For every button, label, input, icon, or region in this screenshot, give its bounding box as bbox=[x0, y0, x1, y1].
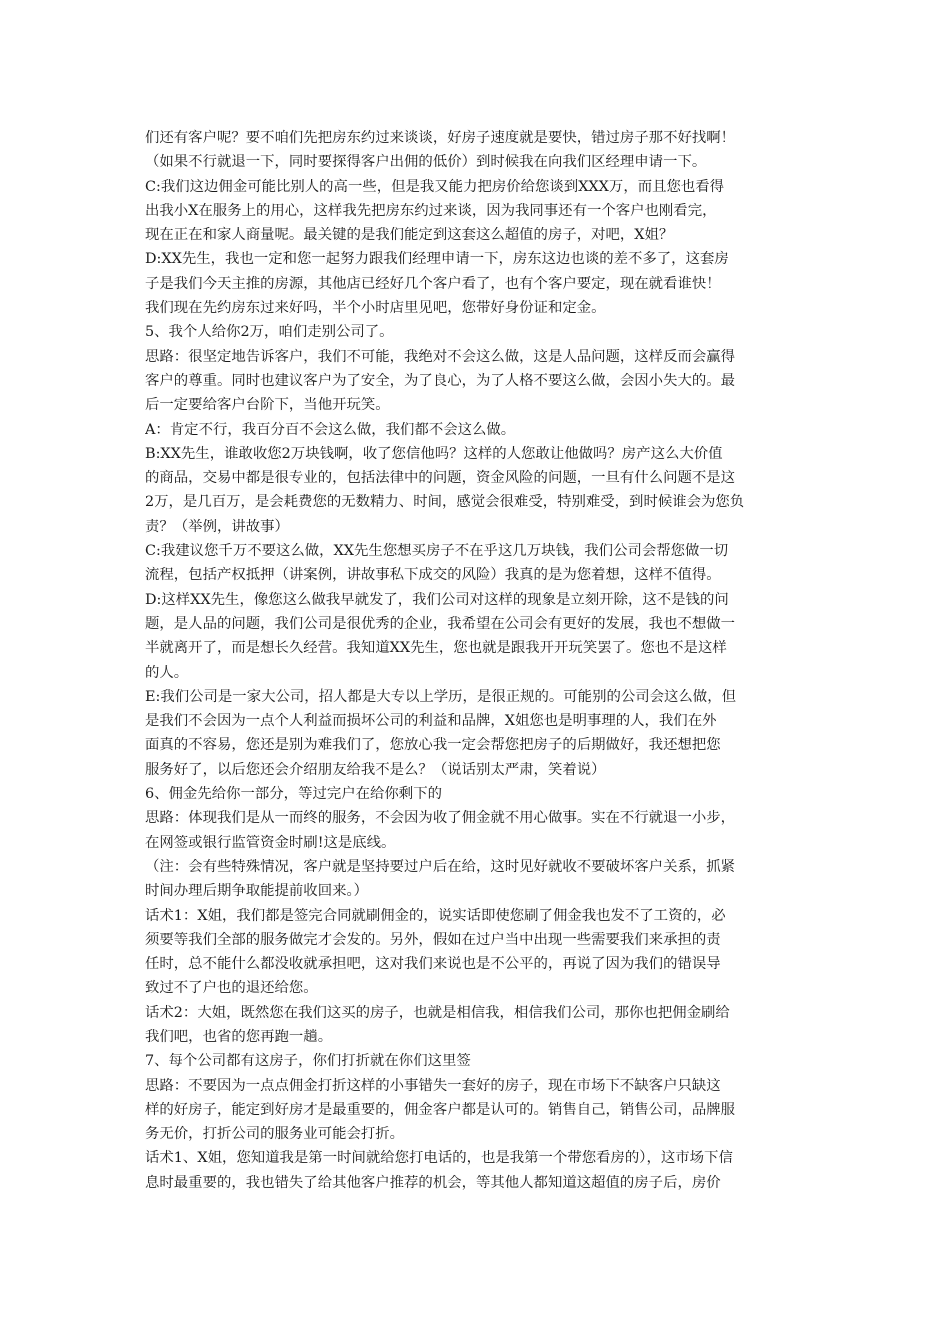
text-line: A：肯定不行，我百分百不会这么做，我们都不会这么做。 bbox=[145, 421, 516, 438]
text-line: 流程，包括产权抵押（讲案例，讲故事私下成交的风险）我真的是为您着想，这样不值得。 bbox=[145, 567, 721, 584]
text-line: 务无价，打折公司的服务业可能会打折。 bbox=[145, 1126, 405, 1143]
text-line: C:我建议您千万不要这么做，XX先生您想买房子不在乎这几万块钱，我们公司会帮您做一切 bbox=[145, 543, 729, 560]
text-line: 我们现在先约房东过来好吗，半个小时店里见吧，您带好身份证和定金。 bbox=[145, 300, 606, 317]
text-line: 时间办理后期争取能提前收回来。） bbox=[145, 883, 369, 900]
text-line: C:我们这边佣金可能比别人的高一些，但是我又能力把房价给您谈到XXX万，而且您也看得 bbox=[145, 178, 725, 195]
text-line: D:这样XX先生，像您这么做我早就发了，我们公司对这样的现象是立刻开除，这不是钱的问 bbox=[145, 591, 729, 608]
text-line: 是我们不会因为一点个人利益而损坏公司的利益和品牌，X姐您也是明事理的人，我们在外 bbox=[145, 713, 717, 730]
text-line: 们还有客户呢？要不咱们先把房东约过来谈谈，好房子速度就是要快，错过房子那不好找啊！ bbox=[145, 130, 736, 146]
text-line: 的商品，交易中都是很专业的，包括法律中的问题，资金风险的问题，一旦有什么问题不是这 bbox=[145, 470, 736, 487]
text-line: 客户的尊重。同时也建议客户为了安全，为了良心，为了人格不要这么做，会因小失大的。最 bbox=[145, 372, 736, 389]
text-line: E:我们公司是一家大公司，招人都是大专以上学历，是很正规的。可能别的公司会这么做，但 bbox=[145, 688, 736, 705]
document-page bbox=[145, 126, 817, 1195]
text-line: 7、每个公司都有这房子，你们打折就在你们这里签 bbox=[145, 1053, 471, 1070]
text-line: 息时最重要的，我也错失了给其他客户推荐的机会，等其他人都知道这超值的房子后，房价 bbox=[145, 1174, 721, 1191]
text-line: 话术1、X姐，您知道我是第一时间就给您打电话的，也是我第一个带您看房的），这市场下信 bbox=[145, 1150, 733, 1167]
text-line: 思路：体现我们是从一而终的服务，不会因为收了佣金就不用心做事。实在不行就退一小步， bbox=[145, 810, 736, 827]
text-line: 后一定要给客户台阶下，当他开玩笑。 bbox=[145, 397, 390, 414]
text-line: 样的好房子，能定到好房才是最重要的，佣金客户都是认可的。销售自己，销售公司，品牌服 bbox=[145, 1101, 736, 1118]
text-line: 致过不了户也的退还给您。 bbox=[145, 980, 318, 997]
text-line: 思路：不要因为一点点佣金打折这样的小事错失一套好的房子，现在市场下不缺客户只缺这 bbox=[145, 1077, 721, 1094]
text-line: 服务好了，以后您还会介绍朋友给我不是么？（说话别太严肃，笑着说） bbox=[145, 761, 606, 778]
text-line: 在网签或银行监管资金时刷!这是底线。 bbox=[145, 834, 396, 851]
text-line: 话术1：X姐，我们都是签完合同就刷佣金的，说实话即使您刷了佣金我也发不了工资的，必 bbox=[145, 907, 726, 924]
text-line: 思路：很坚定地告诉客户，我们不可能，我绝对不会这么做，这是人品问题，这样反而会赢得 bbox=[145, 348, 736, 365]
text-line: 出我小X在服务上的用心，这样我先把房东约过来谈，因为我同事还有一个客户也刚看完， bbox=[145, 202, 717, 219]
text-line: 子是我们今天主推的房源，其他店已经好几个客户看了，也有个客户要定，现在就看谁快！ bbox=[145, 275, 721, 292]
text-line: 6、佣金先给你一部分，等过完户在给你剩下的 bbox=[145, 786, 442, 803]
text-line: （注：会有些特殊情况，客户就是坚持要过户后在给，这时见好就收不要破坏客户关系，抓紧 bbox=[145, 858, 736, 875]
text-line: 我们吧，也省的您再跑一趟。 bbox=[145, 1028, 333, 1045]
text-line: （如果不行就退一下，同时要探得客户出佣的低价）到时候我在向我们区经理申请一下。 bbox=[145, 154, 707, 171]
text-line: 的人。 bbox=[145, 664, 189, 681]
text-line: 须要等我们全部的服务做完才会发的。另外，假如在过户当中出现一些需要我们来承担的责 bbox=[145, 931, 721, 948]
text-line: 2万，是几百万，是会耗费您的无数精力、时间，感觉会很难受，特别难受，到时候谁会为您负 bbox=[145, 494, 745, 511]
text-line: 现在正在和家人商量呢。最关键的是我们能定到这套这么超值的房子，对吧，X姐？ bbox=[145, 227, 674, 244]
text-line: B:XX先生，谁敢收您2万块钱啊，收了您信他吗？这样的人您敢让他做吗？房产这么大价值 bbox=[145, 445, 723, 462]
text-line: 任时，总不能什么都没收就承担吧，这对我们来说也是不公平的，再说了因为我们的错误导 bbox=[145, 956, 721, 973]
text-line: 面真的不容易，您还是别为难我们了，您放心我一定会帮您把房子的后期做好，我还想把您 bbox=[145, 737, 721, 754]
text-line: 责？（举例，讲故事） bbox=[145, 518, 289, 535]
text-line: 5、我个人给你2万，咱们走别公司了。 bbox=[145, 324, 394, 341]
text-line: 半就离开了，而是想长久经营。我知道XX先生，您也就是跟我开开玩笑罢了。您也不是这样 bbox=[145, 640, 727, 657]
text-line: D:XX先生，我也一定和您一起努力跟我们经理申请一下，房东这边也谈的差不多了，这套房 bbox=[145, 251, 729, 268]
text-line: 题，是人品的问题，我们公司是很优秀的企业，我希望在公司会有更好的发展，我也不想做一 bbox=[145, 615, 736, 632]
text-line: 话术2：大姐，既然您在我们这买的房子，也就是相信我，相信我们公司，那你也把佣金刷给 bbox=[145, 1004, 730, 1021]
